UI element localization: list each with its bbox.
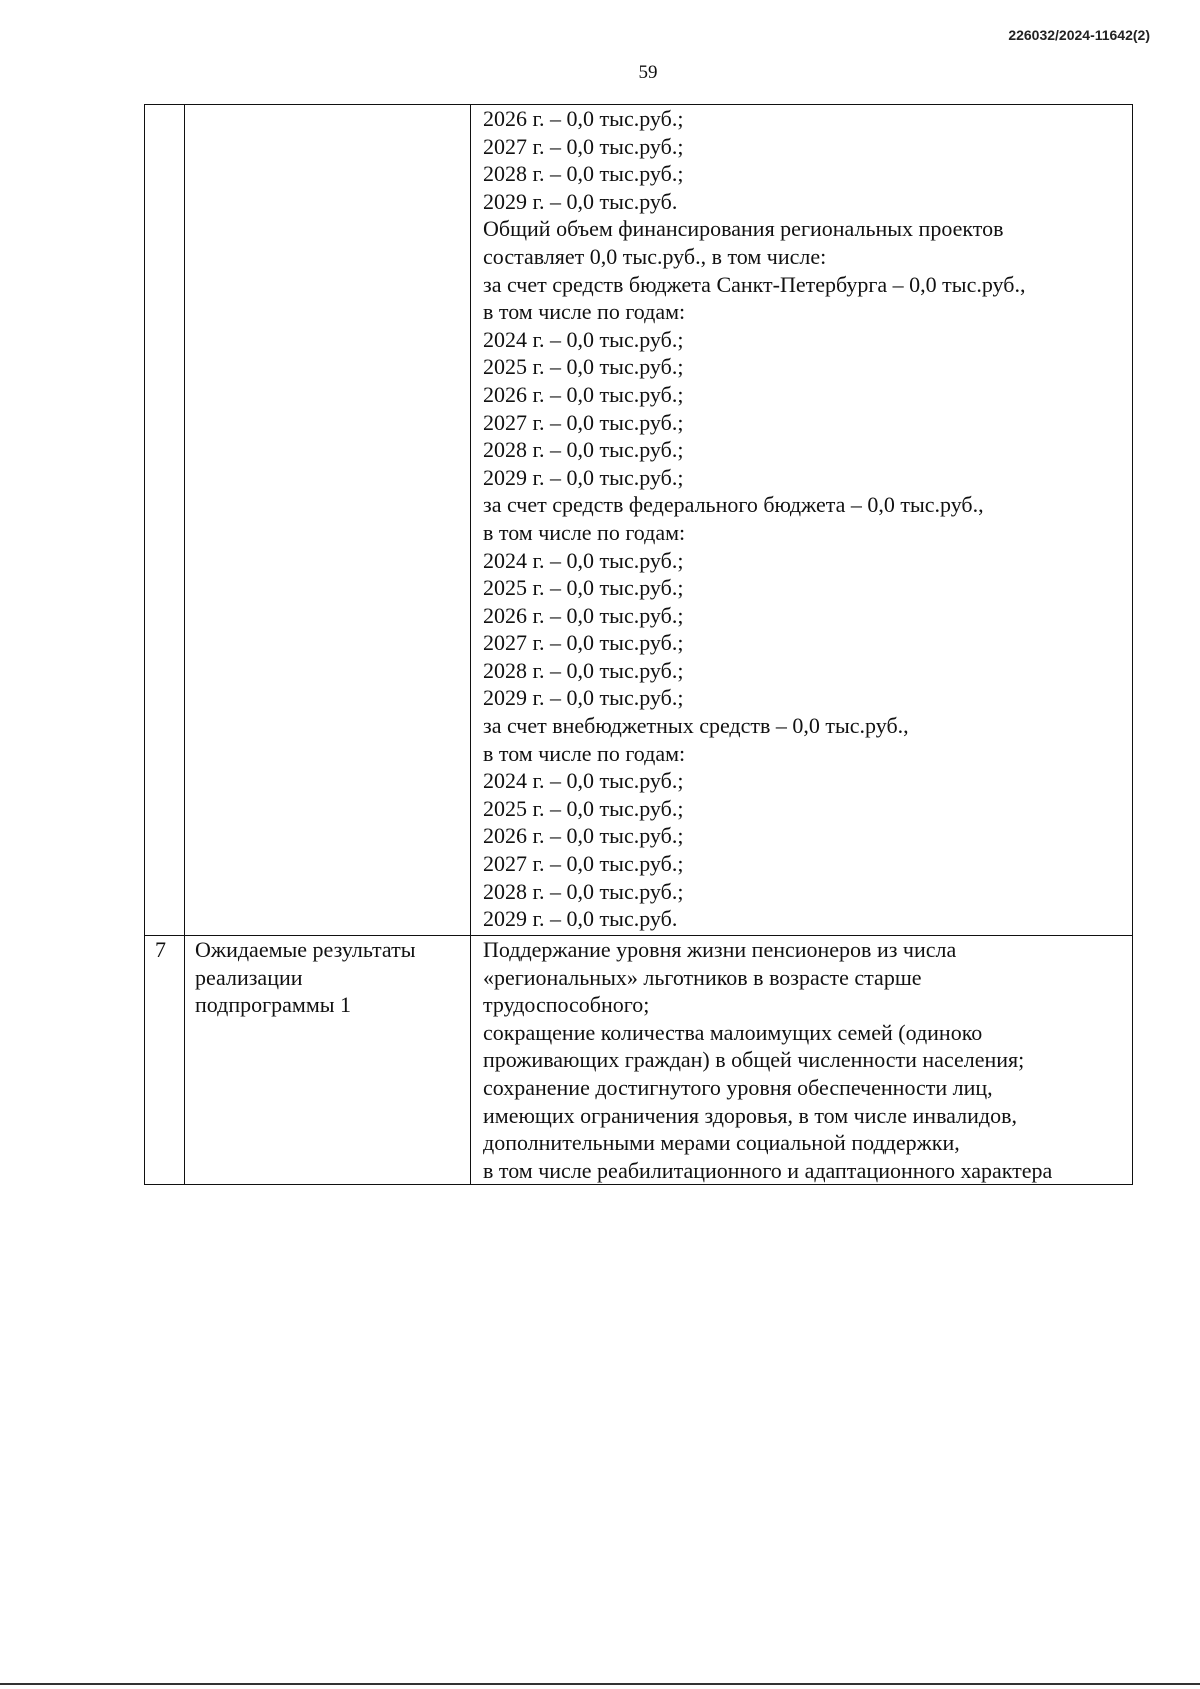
financing-line: 2027 г. – 0,0 тыс.руб.; xyxy=(483,133,684,159)
financing-line: 2027 г. – 0,0 тыс.руб.; xyxy=(483,630,684,656)
financing-line: 2029 г. – 0,0 тыс.руб. xyxy=(483,188,678,214)
row-content-cell xyxy=(471,105,1133,936)
financing-line: в том числе по годам: xyxy=(483,519,686,545)
result-line: трудоспособного; xyxy=(483,992,650,1018)
financing-line: составляет 0,0 тыс.руб., в том числе: xyxy=(483,243,827,269)
financing-line: за счет средств бюджета Санкт-Петербурга – 0,0 тыс.руб., xyxy=(483,271,1026,297)
row-label-cell xyxy=(185,936,471,1185)
financing-line: 2029 г. – 0,0 тыс.руб. xyxy=(483,906,678,932)
program-table xyxy=(144,104,1133,1185)
result-line: имеющих ограничения здоровья, в том числе инвалидов, xyxy=(483,1102,1017,1128)
financing-line: в том числе по годам: xyxy=(483,740,686,766)
financing-line: за счет средств федерального бюджета – 0,0 тыс.руб., xyxy=(483,492,984,518)
result-line: в том числе реабилитационного и адаптационного характера xyxy=(483,1157,1053,1183)
financing-line: 2028 г. – 0,0 тыс.руб.; xyxy=(483,161,684,187)
financing-line: 2028 г. – 0,0 тыс.руб.; xyxy=(483,878,684,904)
financing-line: 2025 г. – 0,0 тыс.руб.; xyxy=(483,795,684,821)
financing-line: за счет внебюджетных средств – 0,0 тыс.руб., xyxy=(483,713,909,739)
result-line: Поддержание уровня жизни пенсионеров из числа xyxy=(483,937,957,962)
financing-line: 2027 г. – 0,0 тыс.руб.; xyxy=(483,851,684,877)
financing-line: 2026 г. – 0,0 тыс.руб.; xyxy=(483,823,684,849)
financing-line: 2026 г. – 0,0 тыс.руб.; xyxy=(483,106,684,131)
financing-line: 2026 г. – 0,0 тыс.руб.; xyxy=(483,602,684,628)
financing-line: 2029 г. – 0,0 тыс.руб.; xyxy=(483,464,684,490)
row-number-cell: 7 xyxy=(145,936,185,1185)
document-id: 226032/2024-11642(2) xyxy=(1008,27,1150,43)
result-line: сокращение количества малоимущих семей (одиноко xyxy=(483,1019,983,1045)
result-line: проживающих граждан) в общей численности населения; xyxy=(483,1047,1025,1073)
financing-line: Общий объем финансирования региональных проектов xyxy=(483,216,1004,242)
financing-line: 2028 г. – 0,0 тыс.руб.; xyxy=(483,657,684,683)
financing-line: 2026 г. – 0,0 тыс.руб.; xyxy=(483,381,684,407)
financing-line: 2027 г. – 0,0 тыс.руб.; xyxy=(483,409,684,435)
financing-line: 2029 г. – 0,0 тыс.руб.; xyxy=(483,685,684,711)
financing-line: 2028 г. – 0,0 тыс.руб.; xyxy=(483,437,684,463)
row-label-cell xyxy=(185,105,471,936)
financing-line: 2025 г. – 0,0 тыс.руб.; xyxy=(483,354,684,380)
result-line: «региональных» льготников в возрасте старше xyxy=(483,964,922,990)
label-line: реализации xyxy=(195,964,303,990)
table-row xyxy=(145,936,1133,1185)
result-line: дополнительными мерами социальной поддержки, xyxy=(483,1130,960,1156)
table-row xyxy=(145,105,1133,936)
financing-line: в том числе по годам: xyxy=(483,299,686,325)
page-number: 59 xyxy=(638,62,658,83)
row-content-cell xyxy=(471,936,1133,1185)
result-line: сохранение достигнутого уровня обеспеченности лиц, xyxy=(483,1074,993,1100)
financing-line: 2025 г. – 0,0 тыс.руб.; xyxy=(483,575,684,601)
financing-line: 2024 г. – 0,0 тыс.руб.; xyxy=(483,547,684,573)
scan-edge-line xyxy=(0,1683,1200,1685)
financing-line: 2024 г. – 0,0 тыс.руб.; xyxy=(483,768,684,794)
row-number-cell xyxy=(145,105,185,936)
financing-line: 2024 г. – 0,0 тыс.руб.; xyxy=(483,326,684,352)
label-line: подпрограммы 1 xyxy=(195,992,352,1018)
label-line: Ожидаемые результаты xyxy=(195,937,416,962)
